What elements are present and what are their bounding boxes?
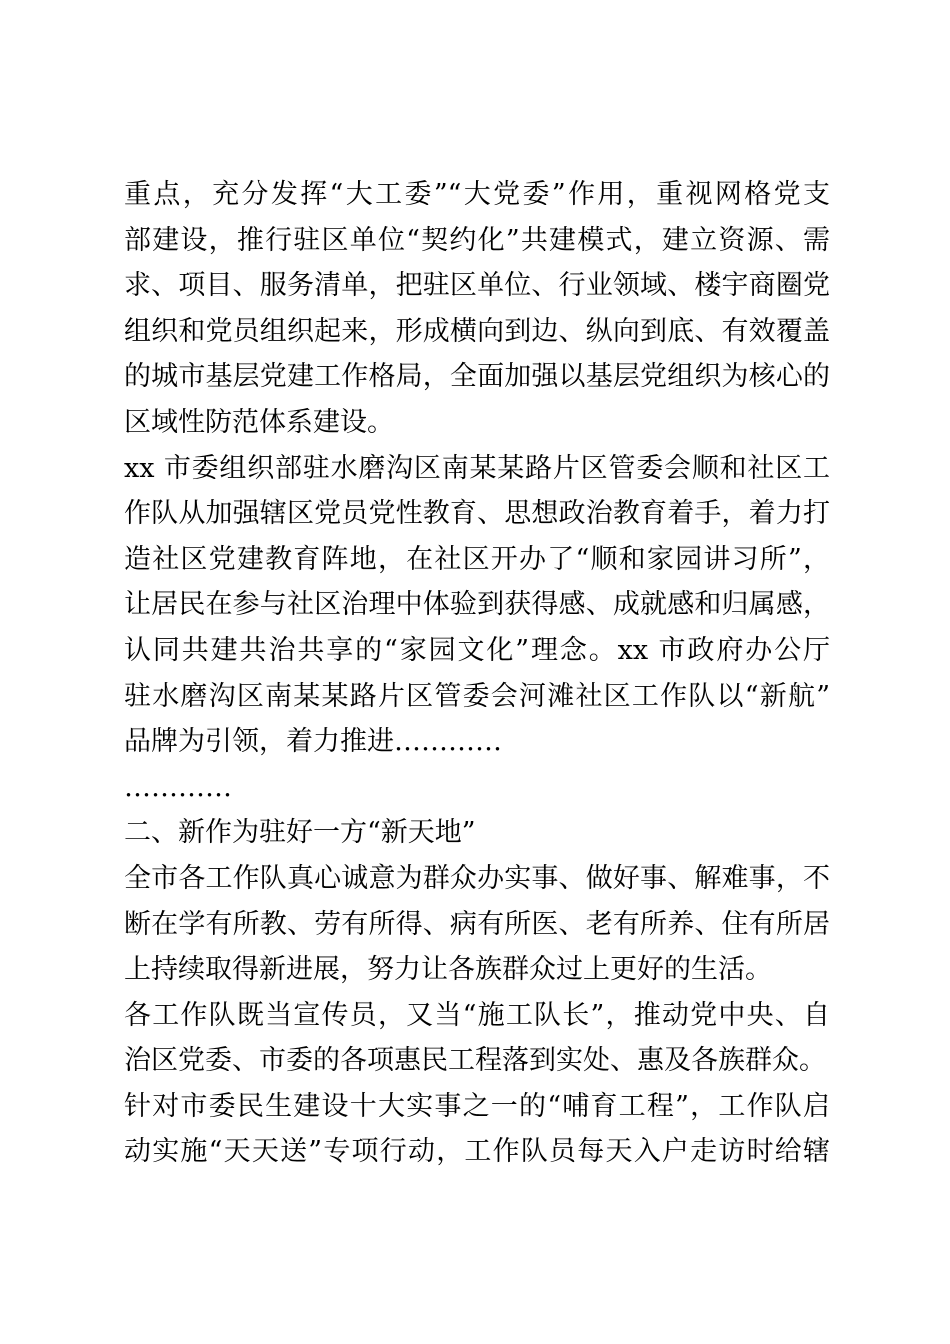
text-line: 作队从加强辖区党员党性教育、思想政治教育着手，着力打 xyxy=(124,498,830,530)
ellipsis-line: ………… xyxy=(124,771,232,803)
paragraph-community-work-teams xyxy=(124,446,830,765)
text-line: 全市各工作队真心诚意为群众办实事、做好事、解难事，不 xyxy=(124,862,830,894)
text-line: 治区党委、市委的各项惠民工程落到实处、惠及各族群众。 xyxy=(124,1045,826,1077)
text-line: 认同共建共治共享的“家园文化”理念。xx 市政府办公厅 xyxy=(124,634,830,666)
paragraph-livelihood-progress xyxy=(124,856,830,993)
text-line: 部建设，推行驻区单位“契约化”共建模式，建立资源、需 xyxy=(124,224,830,256)
section-heading: 二、新作为驻好一方“新天地” xyxy=(124,817,476,849)
text-line: 组织和党员组织起来，形成横向到边、纵向到底、有效覆盖 xyxy=(124,315,830,347)
text-line: 各工作队既当宣传员，又当“施工队长”，推动党中央、自 xyxy=(124,999,830,1031)
text-line: 上持续取得新进展，努力让各族群众过上更好的生活。 xyxy=(124,954,772,986)
text-line: 断在学有所教、劳有所得、病有所医、老有所养、住有所居 xyxy=(124,908,830,940)
text-line: 动实施“天天送”专项行动，工作队员每天入户走访时给辖 xyxy=(124,1136,830,1168)
paragraph-party-building-grid xyxy=(124,172,830,446)
text-line: 品牌为引领，着力推进………… xyxy=(124,726,502,758)
text-line: 区域性防范体系建设。 xyxy=(124,406,394,438)
document-body xyxy=(124,172,830,1175)
text-line: 重点，充分发挥“大工委”“大党委”作用，重视网格党支 xyxy=(124,179,830,210)
text-line: 驻水磨沟区南某某路片区管委会河滩社区工作队以“新航” xyxy=(124,680,830,712)
paragraph-nurturing-project xyxy=(124,1084,830,1175)
paragraph-benefit-projects xyxy=(124,993,830,1084)
text-line: 求、项目、服务清单，把驻区单位、行业领域、楼宇商圈党 xyxy=(124,270,830,302)
text-line: 针对市委民生建设十大实事之一的“哺育工程”，工作队启 xyxy=(124,1090,830,1122)
text-line: 让居民在参与社区治理中体验到获得感、成就感和归属感， xyxy=(124,589,830,621)
text-line: 造社区党建教育阵地，在社区开办了“顺和家园讲习所”， xyxy=(124,543,830,575)
text-line: xx 市委组织部驻水磨沟区南某某路片区管委会顺和社区工 xyxy=(124,452,830,484)
text-line: 的城市基层党建工作格局，全面加强以基层党组织为核心的 xyxy=(124,361,830,393)
